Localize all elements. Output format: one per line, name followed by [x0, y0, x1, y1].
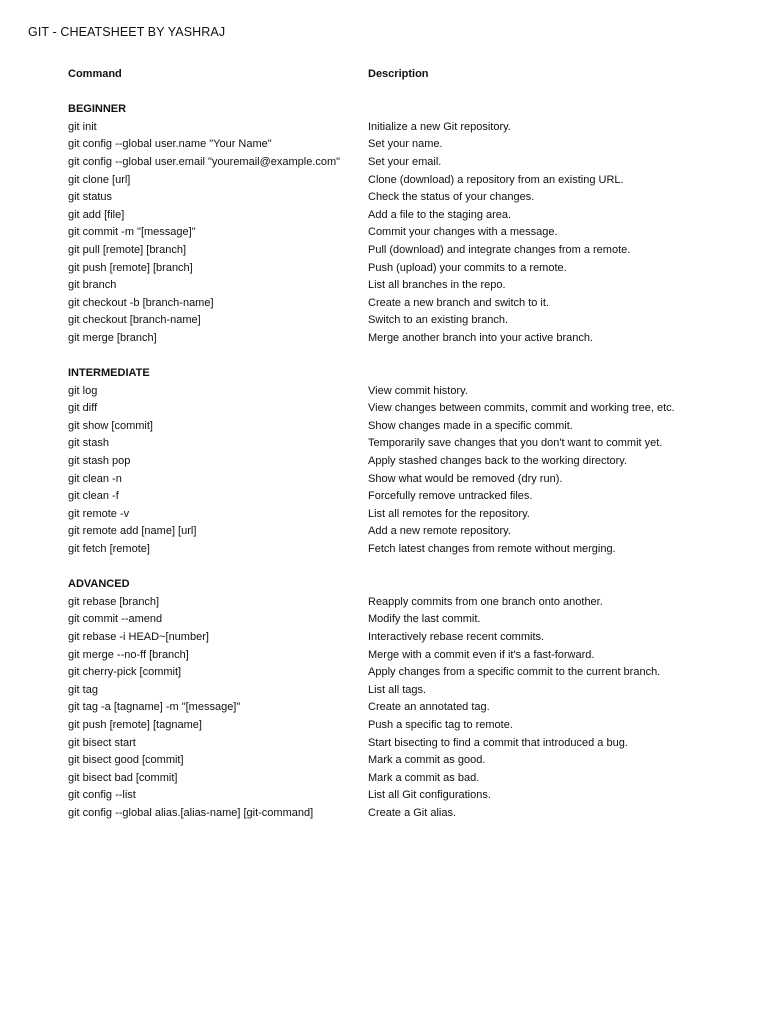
command-cell: git init: [68, 120, 97, 133]
description-cell: View commit history.: [368, 384, 468, 397]
command-cell: git tag -a [tagname] -m "[message]": [68, 701, 241, 714]
command-cell: git remote -v: [68, 507, 130, 520]
description-cell: Create a Git alias.: [368, 806, 457, 819]
command-cell: git clean -f: [68, 490, 119, 503]
command-cell: git status: [68, 191, 113, 204]
description-cell: Clone (download) a repository from an existing URL.: [368, 173, 624, 186]
table-row: [68, 699, 748, 717]
description-cell: Interactively rebase recent commits.: [368, 631, 545, 643]
description-cell: Create an annotated tag.: [368, 701, 490, 714]
table-row: [68, 752, 748, 770]
command-cell: git bisect good [commit]: [68, 754, 184, 767]
command-cell: git branch: [68, 279, 117, 292]
table-row: [68, 400, 748, 418]
table-row: [68, 189, 748, 207]
command-cell: git pull [remote] [branch]: [68, 243, 187, 256]
description-cell: Initialize a new Git repository.: [368, 120, 511, 133]
description-cell: Apply changes from a specific commit to the current branch.: [368, 666, 661, 679]
command-cell: git commit --amend: [68, 613, 163, 626]
description-cell: Show changes made in a specific commit.: [368, 419, 573, 432]
command-cell: git merge [branch]: [68, 331, 157, 344]
description-cell: View changes between commits, commit and working tree, etc.: [368, 402, 675, 415]
table-row: [68, 154, 748, 172]
description-cell: Forcefully remove untracked files.: [368, 490, 533, 503]
table-row: [68, 488, 748, 506]
command-cell: git clone [url]: [68, 173, 131, 186]
table-header: [68, 66, 748, 84]
table-row: [68, 312, 748, 330]
command-cell: git log: [68, 384, 98, 397]
section-spacer: [68, 559, 748, 577]
table-row: [68, 260, 748, 278]
command-cell: git stash pop: [68, 455, 131, 468]
command-cell: git tag: [68, 683, 98, 696]
table-row: [68, 523, 748, 541]
command-cell: git commit -m "[message]": [68, 226, 196, 239]
command-cell: git push [remote] [branch]: [68, 261, 193, 274]
command-cell: git config --global alias.[alias-name] [git-command]: [68, 806, 314, 819]
command-cell: git show [commit]: [68, 419, 153, 432]
table-row: [68, 770, 748, 788]
table-row: [68, 717, 748, 735]
command-cell: git remote add [name] [url]: [68, 525, 197, 538]
table-row: [68, 594, 748, 612]
description-column-header: Description: [368, 68, 429, 80]
command-cell: git checkout -b [branch-name]: [68, 296, 214, 309]
table-row: [68, 242, 748, 260]
section-spacer: [68, 84, 748, 102]
table-row: [68, 541, 748, 559]
command-cell: git cherry-pick [commit]: [68, 666, 182, 679]
command-cell: git push [remote] [tagname]: [68, 718, 202, 731]
command-cell: git stash: [68, 437, 109, 450]
command-cell: git merge --no-ff [branch]: [68, 648, 189, 661]
description-cell: Mark a commit as good.: [368, 754, 486, 767]
command-cell: git bisect bad [commit]: [68, 771, 178, 784]
command-column-header: Command: [68, 68, 122, 80]
command-cell: git bisect start: [68, 736, 136, 749]
description-cell: Add a file to the staging area.: [368, 208, 512, 221]
table-row: [68, 805, 748, 823]
table-row: [68, 435, 748, 453]
command-cell: git rebase -i HEAD~[number]: [68, 631, 209, 643]
description-cell: Push a specific tag to remote.: [368, 718, 513, 731]
command-cell: git config --list: [68, 789, 136, 802]
table-row: [68, 735, 748, 753]
table-row: [68, 136, 748, 154]
description-cell: Merge another branch into your active branch.: [368, 331, 594, 344]
description-cell: Apply stashed changes back to the working directory.: [368, 455, 628, 468]
description-cell: Switch to an existing branch.: [368, 314, 509, 327]
table-row: [68, 506, 748, 524]
table-row: [68, 471, 748, 489]
description-cell: Push (upload) your commits to a remote.: [368, 261, 567, 274]
table-row: [68, 277, 748, 295]
command-cell: git config --global user.email "youremail@example.com": [68, 155, 341, 168]
description-cell: Commit your changes with a message.: [368, 226, 558, 239]
table-row: [68, 418, 748, 436]
table-row: [68, 629, 748, 647]
table-row: [68, 682, 748, 700]
command-cell: git rebase [branch]: [68, 595, 160, 608]
description-cell: Start bisecting to find a commit that introduced a bug.: [368, 736, 628, 749]
command-cell: git diff: [68, 402, 98, 415]
section-title: BEGINNER: [68, 103, 127, 116]
command-cell: git clean -n: [68, 472, 122, 485]
section-title: INTERMEDIATE: [68, 367, 150, 380]
description-cell: Add a new remote repository.: [368, 525, 511, 538]
description-cell: List all remotes for the repository.: [368, 507, 530, 520]
description-cell: Mark a commit as bad.: [368, 771, 480, 784]
description-cell: Pull (download) and integrate changes from a remote.: [368, 243, 631, 256]
table-row: [68, 611, 748, 629]
section-title: ADVANCED: [68, 578, 130, 591]
description-cell: Modify the last commit.: [368, 613, 481, 626]
table-row: [68, 453, 748, 471]
table-row: [68, 787, 748, 805]
table-row: [68, 172, 748, 190]
table-row: [68, 224, 748, 242]
document-title: GIT - CHEATSHEET BY YASHRAJ: [28, 25, 226, 39]
table-sections: [68, 84, 748, 823]
description-cell: Set your name.: [368, 138, 443, 151]
description-cell: List all tags.: [368, 683, 427, 696]
description-cell: Fetch latest changes from remote without merging.: [368, 543, 616, 556]
description-cell: Show what would be removed (dry run).: [368, 472, 563, 485]
table-row: [68, 330, 748, 348]
description-cell: Temporarily save changes that you don't want to commit yet.: [368, 437, 663, 450]
description-cell: Set your email.: [368, 155, 442, 168]
description-cell: List all branches in the repo.: [368, 279, 506, 292]
command-cell: git fetch [remote]: [68, 543, 150, 556]
table-row: [68, 664, 748, 682]
command-cell: git config --global user.name "Your Name": [68, 138, 272, 151]
description-cell: List all Git configurations.: [368, 789, 491, 802]
table-row: [68, 119, 748, 137]
table-row: [68, 647, 748, 665]
table-row: [68, 383, 748, 401]
command-cell: git add [file]: [68, 208, 125, 221]
description-cell: Check the status of your changes.: [368, 191, 535, 204]
command-cell: git checkout [branch-name]: [68, 314, 201, 327]
cheatsheet-table: [68, 66, 748, 823]
description-cell: Merge with a commit even if it's a fast-forward.: [368, 648, 595, 661]
description-cell: Create a new branch and switch to it.: [368, 296, 549, 309]
table-row: [68, 295, 748, 313]
section-spacer: [68, 348, 748, 366]
description-cell: Reapply commits from one branch onto another.: [368, 595, 603, 608]
table-row: [68, 207, 748, 225]
